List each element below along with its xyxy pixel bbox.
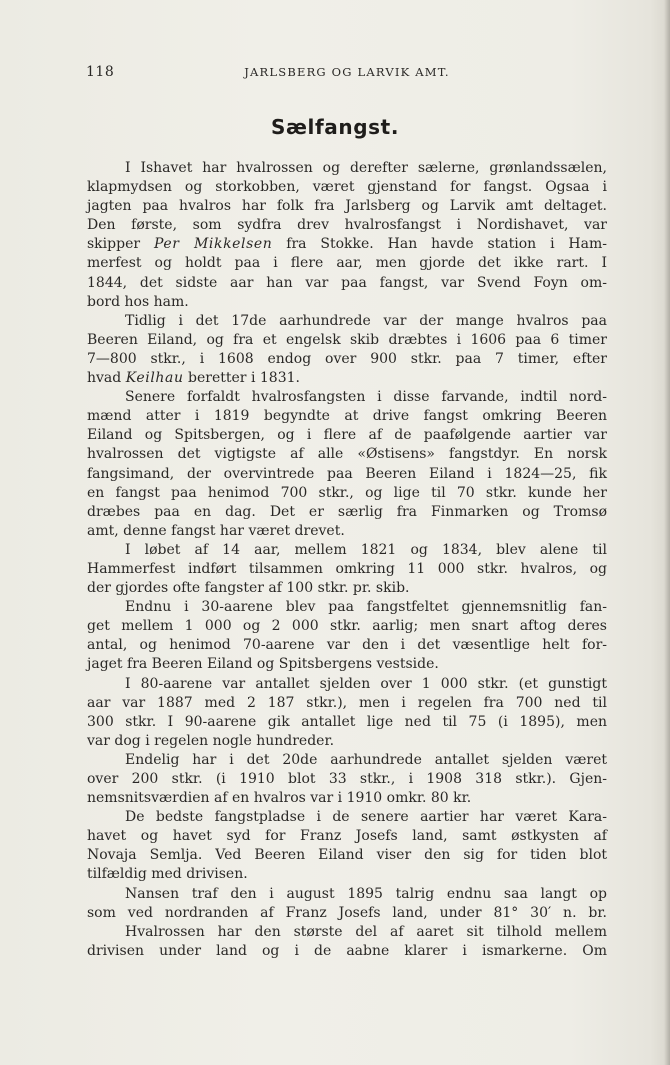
text-line <box>87 369 607 388</box>
text-line: 1844, det sidste aar han var paa fangst, var Svend Foyn om- <box>87 274 607 291</box>
text-line: drivisen under land og i de aabne klarer i ismarkerne. Om <box>87 942 607 959</box>
text-line: aar var 1887 med 2 187 stkr.), men i regelen fra 700 ned til <box>87 694 607 711</box>
text-line: 7—800 stkr., i 1608 endog over 900 stkr. paa 7 timer, efter <box>87 350 607 367</box>
text-line: fangsimand, der overvintrede paa Beeren Eiland i 1824—25, fik <box>87 465 607 482</box>
text-line: Beeren Eiland, og fra et engelsk skib dræbtes i 1606 paa 6 timer <box>87 331 607 348</box>
text-segment: hvad <box>87 370 126 387</box>
italic-name: Per Mikkelsen <box>153 236 273 253</box>
text-line: mænd atter i 1819 begyndte at drive fangst omkring Beeren <box>87 408 607 425</box>
text-segment: beretter i 1831. <box>183 370 300 387</box>
text-line: merfest og holdt paa i flere aar, men gjorde det ikke rart. I <box>87 255 607 272</box>
text-line: bord hos ham. <box>87 293 189 310</box>
text-line: dræbes paa en dag. Det er særlig fra Finmarken og Tromsø <box>87 503 607 520</box>
text-line: 300 stkr. I 90-aarene gik antallet lige ned til 75 (i 1895), men <box>87 713 607 730</box>
text-line: I løbet af 14 aar, mellem 1821 og 1834, blev alene til <box>125 541 607 558</box>
text-line: jaget fra Beeren Eiland og Spitsbergens vestside. <box>87 656 439 673</box>
text-line: Den første, som sydfra drev hvalrosfangst i Nordishavet, var <box>87 217 607 234</box>
text-line: Hammerfest indført tilsammen omkring 11 000 stkr. hvalros, og <box>87 560 607 577</box>
running-head <box>86 64 608 84</box>
text-line: over 200 stkr. (i 1910 blot 33 stkr., i 1908 318 stkr.). Gjen- <box>87 771 607 787</box>
text-line: Tidlig i det 17de aarhundrede var der mange hvalros paa <box>125 312 607 329</box>
text-line: Endnu i 30-aarene blev paa fangstfeltet gjennemsnitlig fan- <box>125 599 607 616</box>
text-line: jagten paa hvalros har folk fra Jarlsberg og Larvik amt deltaget. <box>87 198 607 215</box>
text-line: Hvalrossen har den største del af aaret sit tilhold mellem <box>125 923 607 940</box>
text-line: amt, denne fangst har været drevet. <box>87 522 345 539</box>
text-line: I Ishavet har hvalrossen og derefter sælerne, grønlandssælen, <box>125 160 607 176</box>
text-segment: skipper <box>87 236 154 253</box>
italic-name: Keilhau <box>125 370 184 387</box>
text-line: Endelig har i det 20de aarhundrede antallet sjelden været <box>125 751 607 768</box>
text-line: nemsnitsværdien af en hvalros var i 1910 omkr. 80 kr. <box>87 790 472 807</box>
text-line: antal, og henimod 70-aarene var den i det væsentlige helt for- <box>87 637 607 654</box>
text-line: havet og havet syd for Franz Josefs land, samt østkysten af <box>87 828 607 845</box>
text-line: get mellem 1 000 og 2 000 stkr. aarlig; men snart aftog deres <box>87 618 607 635</box>
text-line: tilfældig med drivisen. <box>87 866 248 883</box>
text-line: Nansen traf den i august 1895 talrig endnu saa langt op <box>125 885 607 902</box>
text-segment: fra Stokke. Han havde station i Ham- <box>272 236 607 253</box>
text-line: der gjordes ofte fangster af 100 stkr. pr. skib. <box>87 580 410 597</box>
body-text <box>87 159 607 961</box>
text-line: Novaja Semlja. Ved Beeren Eiland viser den sig for tiden blot <box>87 847 607 864</box>
text-line <box>87 235 607 254</box>
text-line: Senere forfaldt hvalrosfangsten i disse farvande, indtil nord- <box>125 389 607 406</box>
text-line: var dog i regelen nogle hundreder. <box>87 732 335 749</box>
page-number: 118 <box>86 64 115 80</box>
text-line: Eiland og Spitsbergen, og i flere af de paafølgende aartier var <box>87 427 607 444</box>
page-edge-shadow <box>664 0 670 1065</box>
section-title: Sælfangst. <box>270 115 400 139</box>
text-line: hvalrossen det vigtigste af alle «Østisens» fangstdyr. En norsk <box>87 446 607 463</box>
text-line: De bedste fangstpladse i de senere aartier har været Kara- <box>125 809 607 826</box>
running-title: JARLSBERG OG LARVIK AMT. <box>244 65 450 79</box>
text-line: en fangst paa henimod 700 stkr., og lige til 70 stkr. kunde her <box>87 484 607 501</box>
text-line: klapmydsen og storkobben, været gjenstand for fangst. Ogsaa i <box>87 179 607 196</box>
text-line: I 80-aarene var antallet sjelden over 1 000 stkr. (et gunstigt <box>125 675 607 692</box>
text-line: som ved nordranden af Franz Josefs land, under 81° 30′ n. br. <box>87 904 607 921</box>
